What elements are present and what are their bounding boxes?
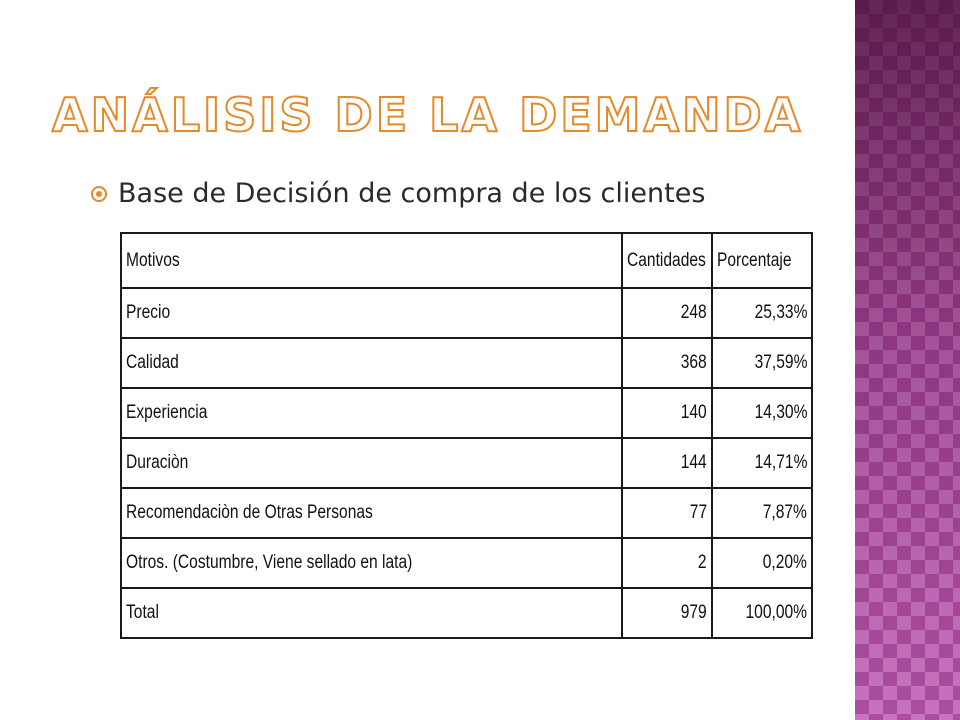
cell-porcentaje: 0,20% [712, 538, 812, 588]
circle-target-icon [90, 185, 108, 203]
cell-cantidad: 144 [622, 438, 712, 488]
table-row [121, 488, 812, 538]
cell-cantidad: 248 [622, 288, 712, 338]
decorative-side-band [855, 0, 960, 720]
cell-cantidad: 2 [622, 538, 712, 588]
cell-porcentaje: 7,87% [712, 488, 812, 538]
header-cell-porcentaje: Porcentaje [712, 233, 812, 288]
header-cell-motivos: Motivos [121, 233, 622, 288]
cell-porcentaje: 14,30% [712, 388, 812, 438]
cell-porcentaje: 100,00% [712, 588, 812, 638]
cell-cantidad: 368 [622, 338, 712, 388]
header-cell-cantidades: Cantidades [622, 233, 712, 288]
table-row [121, 538, 812, 588]
table-header-row [121, 233, 812, 288]
cell-motivo: Total [121, 588, 622, 638]
table-row [121, 338, 812, 388]
table-row [121, 388, 812, 438]
bullet-text: Base de Decisión de compra de los clientes [118, 178, 706, 209]
table-row [121, 288, 812, 338]
cell-motivo: Calidad [121, 338, 622, 388]
cell-motivo: Recomendaciòn de Otras Personas [121, 488, 622, 538]
table-row [121, 438, 812, 488]
cell-motivo: Duraciòn [121, 438, 622, 488]
data-table [120, 232, 807, 638]
cell-porcentaje: 25,33% [712, 288, 812, 338]
bullet-item [90, 178, 705, 209]
cell-motivo: Precio [121, 288, 622, 338]
cell-cantidad: 140 [622, 388, 712, 438]
cell-motivo: Otros. (Costumbre, Viene sellado en lata) [121, 538, 622, 588]
cell-cantidad: 77 [622, 488, 712, 538]
table-total-row [121, 588, 812, 638]
cell-porcentaje: 14,71% [712, 438, 812, 488]
slide-title: ANÁLISIS DE LA DEMANDA [52, 88, 804, 142]
cell-porcentaje: 37,59% [712, 338, 812, 388]
cell-cantidad: 979 [622, 588, 712, 638]
cell-motivo: Experiencia [121, 388, 622, 438]
